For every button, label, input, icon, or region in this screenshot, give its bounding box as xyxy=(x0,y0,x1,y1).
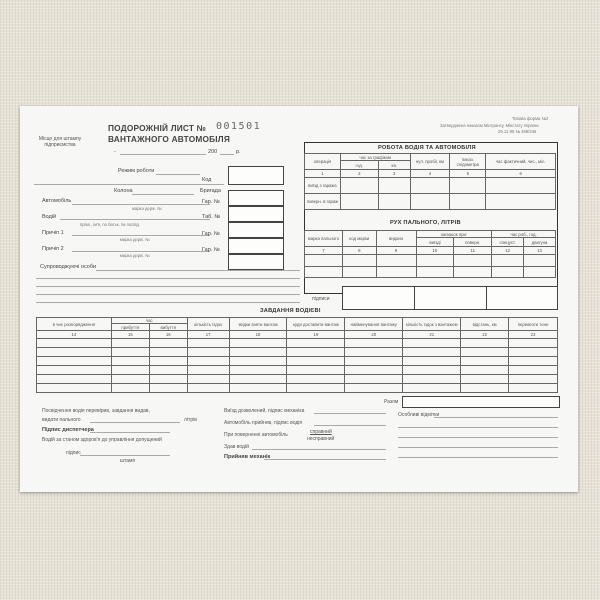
dispatcher-signature-line[interactable] xyxy=(90,432,170,433)
task-cell[interactable] xyxy=(461,357,509,366)
vehicle-garage-box[interactable] xyxy=(228,206,284,222)
col-num: 10 xyxy=(416,247,454,255)
task-cell[interactable] xyxy=(37,339,112,348)
table-cell[interactable] xyxy=(378,194,410,210)
notes-line-2[interactable] xyxy=(398,427,558,428)
medic-signature-line[interactable] xyxy=(80,455,170,456)
col-num: 17 xyxy=(187,331,229,339)
col-num: 12 xyxy=(492,247,524,255)
task-cell[interactable] xyxy=(149,375,187,384)
task-cell[interactable] xyxy=(149,366,187,375)
task-cell[interactable] xyxy=(345,384,403,393)
task-cell[interactable] xyxy=(111,348,149,357)
task-cell[interactable] xyxy=(187,366,229,375)
time-header: час xyxy=(111,318,187,324)
tasks-table xyxy=(36,317,558,393)
task-row xyxy=(37,357,558,366)
notes-line-3[interactable] xyxy=(398,437,558,438)
table-cell[interactable] xyxy=(454,267,492,278)
received-line[interactable] xyxy=(264,459,386,460)
task-cell[interactable] xyxy=(149,339,187,348)
task-row xyxy=(37,339,558,348)
trailer1-garage-box[interactable] xyxy=(228,238,284,254)
col-num: 21 xyxy=(403,331,461,339)
total-label: Разом xyxy=(384,399,399,405)
table-cell[interactable] xyxy=(416,255,454,267)
on-return-label: При поверненні автомобіль xyxy=(224,432,288,438)
trailer2-label: Причіп 2 xyxy=(42,246,64,252)
divider xyxy=(34,184,224,185)
table-cell[interactable] xyxy=(454,255,492,267)
trailer1-label: Причіп 1 xyxy=(42,230,64,236)
table-cell[interactable] xyxy=(486,178,556,194)
task-cell[interactable] xyxy=(187,348,229,357)
trailer1-sublabel: марка держ. № xyxy=(120,237,150,242)
handed-line[interactable] xyxy=(252,449,386,450)
task-row xyxy=(37,348,558,357)
brigade-label: Бригада xyxy=(200,188,221,194)
task-cell[interactable] xyxy=(403,375,461,384)
col-num: 18 xyxy=(229,331,287,339)
vehicle-label: Автомобіль xyxy=(42,198,72,204)
table-cell[interactable] xyxy=(305,267,343,278)
task-cell[interactable] xyxy=(345,366,403,375)
brigade-box[interactable] xyxy=(228,190,284,206)
task-cell[interactable] xyxy=(509,375,558,384)
table-cell[interactable] xyxy=(342,255,376,267)
task-cell[interactable] xyxy=(403,384,461,393)
task-cell[interactable] xyxy=(187,357,229,366)
col-num: 16 xyxy=(149,331,187,339)
work-mode-line[interactable] xyxy=(156,174,200,175)
loaded-trips-header: кількість їздок з вантажем xyxy=(403,318,461,331)
liters-label: літрів xyxy=(184,417,197,423)
schedule-time-header: час за графіком xyxy=(340,154,410,161)
task-cell[interactable] xyxy=(403,348,461,357)
dispatcher-signature-label: Підпис диспетчера xyxy=(42,427,94,433)
task-cell[interactable] xyxy=(287,384,345,393)
table-cell[interactable] xyxy=(450,194,486,210)
actual-time-header: час фактичний, чис., міс. xyxy=(486,154,556,170)
task-cell[interactable] xyxy=(287,366,345,375)
table-cell[interactable] xyxy=(450,178,486,194)
pickup-header: звідки взяти вантаж xyxy=(229,318,287,331)
departure-header: виїзді xyxy=(416,238,454,247)
task-cell[interactable] xyxy=(229,384,287,393)
task-cell[interactable] xyxy=(509,357,558,366)
leaving-header: вибуття xyxy=(149,324,187,331)
task-cell[interactable] xyxy=(187,384,229,393)
task-cell[interactable] xyxy=(345,357,403,366)
driver-label: Водій xyxy=(42,214,57,220)
departure-row-label: виїзд з гаража xyxy=(305,178,341,194)
column-line[interactable] xyxy=(132,194,194,195)
tab-no-box[interactable] xyxy=(228,222,284,238)
faulty-option[interactable]: несправний xyxy=(307,436,335,442)
task-cell[interactable] xyxy=(461,339,509,348)
year-line[interactable] xyxy=(220,154,234,155)
driver-sublabel: прізв., ім'я, по батьк. № посвід. xyxy=(80,222,141,227)
fuel-table xyxy=(304,230,556,278)
table-cell[interactable] xyxy=(410,178,450,194)
task-cell[interactable] xyxy=(111,339,149,348)
garage-no-label-1: Гар. № xyxy=(202,199,220,205)
approved-date-label: 29.12.95 № 488/346 xyxy=(498,129,537,134)
waybill-form xyxy=(20,106,578,492)
exit-allowed-label: Виїзд дозволений, підпис механіка xyxy=(224,408,305,414)
delivery-header: куди доставити вантаж xyxy=(287,318,345,331)
notes-line-4[interactable] xyxy=(398,447,558,448)
task-cell[interactable] xyxy=(403,366,461,375)
table-cell[interactable] xyxy=(378,178,410,194)
brand-code-header: код марки xyxy=(342,231,376,247)
arrival-header: прибуття xyxy=(111,324,149,331)
date-suffix: р. xyxy=(236,149,241,155)
col-num: 14 xyxy=(37,331,112,339)
col-num: 23 xyxy=(509,331,558,339)
task-cell[interactable] xyxy=(287,375,345,384)
task-cell[interactable] xyxy=(111,384,149,393)
operation-header: операція xyxy=(305,154,341,170)
received-by-mechanic-label: Прийняв механік xyxy=(224,454,271,460)
form-title-line1: ПОДОРОЖНІЙ ЛИСТ № xyxy=(108,123,207,133)
return-row-label: поверн. в гараж xyxy=(305,194,341,210)
tonnage-header: перевезти тонн xyxy=(509,318,558,331)
task-cell[interactable] xyxy=(149,348,187,357)
cargo-name-header: найменування вантажу xyxy=(345,318,403,331)
col-num: 8 xyxy=(342,247,376,255)
table-cell[interactable] xyxy=(524,267,556,278)
trailer2-sublabel: марка держ. № xyxy=(120,253,150,258)
special-equip-header: спецуст. xyxy=(492,238,524,247)
task-cell[interactable] xyxy=(461,384,509,393)
escort-line-2[interactable] xyxy=(36,278,300,279)
work-mode-label: Режим роботи xyxy=(118,168,155,174)
task-cell[interactable] xyxy=(149,384,187,393)
speedometer-header: показ. спідометра xyxy=(450,154,486,170)
garage-no-label-3: Гар. № xyxy=(202,247,220,253)
garage-no-label-2: Гар. № xyxy=(202,231,220,237)
task-cell[interactable] xyxy=(287,357,345,366)
task-cell[interactable] xyxy=(287,348,345,357)
license-checked-label: Посвідчення водія перевірив, завдання видав, xyxy=(42,408,150,414)
escort-line-3[interactable] xyxy=(36,286,300,287)
stamp-placeholder-label: Місце для штампу підприємства xyxy=(38,136,82,148)
col-num: 15 xyxy=(111,331,149,339)
driver-signature-line[interactable] xyxy=(314,425,386,426)
table-cell[interactable] xyxy=(376,255,416,267)
fuel-amount-line[interactable] xyxy=(90,422,180,423)
notes-line-5[interactable] xyxy=(398,457,558,458)
trailer1-line[interactable] xyxy=(72,235,210,236)
mechanic-signature-line[interactable] xyxy=(314,413,386,414)
form-type-label: Типова форма №2 xyxy=(512,116,549,121)
table-cell[interactable] xyxy=(524,255,556,267)
table-cell[interactable] xyxy=(342,267,376,278)
task-cell[interactable] xyxy=(345,339,403,348)
vehicle-accepted-label: Автомобіль прийняв, підпис водія xyxy=(224,420,303,426)
remainder-header: залишок при: xyxy=(416,231,492,238)
return-header: поверн. xyxy=(454,238,492,247)
col-num: 5 xyxy=(450,170,486,178)
table-cell[interactable] xyxy=(340,194,378,210)
task-cell[interactable] xyxy=(111,357,149,366)
escort-line-5[interactable] xyxy=(36,302,300,303)
column-label: Колона xyxy=(114,188,133,194)
escort-line-1[interactable] xyxy=(96,270,300,271)
col-num: 6 xyxy=(486,170,556,178)
col-num: 3 xyxy=(378,170,410,178)
approved-by-label: Затверджена наказом Мінтрансу, Мінстату України xyxy=(440,123,539,128)
special-notes-label: Особливі відмітки xyxy=(398,412,440,418)
form-title-line2: ВАНТАЖНОГО АВТОМОБІЛЯ xyxy=(108,134,230,144)
signature-box-1[interactable] xyxy=(342,286,416,310)
fuel-brand-header: марка пального xyxy=(305,231,343,247)
zero-run-header: нул. пробіг, км xyxy=(410,154,450,170)
code-label: Код xyxy=(202,177,212,183)
col-num: 4 xyxy=(410,170,450,178)
tasks-body xyxy=(37,339,558,393)
task-cell[interactable] xyxy=(345,375,403,384)
fuel-movement-title: РУХ ПАЛЬНОГО, ЛІТРІВ xyxy=(390,220,461,226)
task-cell[interactable] xyxy=(149,357,187,366)
task-cell[interactable] xyxy=(37,375,112,384)
escort-line-4[interactable] xyxy=(36,294,300,295)
task-cell[interactable] xyxy=(509,366,558,375)
issued-header: видано xyxy=(376,231,416,247)
serial-number: 001501 xyxy=(216,121,262,132)
table-cell[interactable] xyxy=(416,267,454,278)
task-cell[interactable] xyxy=(509,339,558,348)
code-box[interactable] xyxy=(228,166,284,185)
table-cell[interactable] xyxy=(376,267,416,278)
task-row xyxy=(37,375,558,384)
driver-line[interactable] xyxy=(60,219,210,220)
handed-by-driver-label: Здав водій xyxy=(224,444,249,450)
signatures-label: підписи xyxy=(312,296,330,302)
col-num: 9 xyxy=(376,247,416,255)
tab-no-label: Таб. № xyxy=(202,214,221,220)
task-cell[interactable] xyxy=(461,348,509,357)
task-cell[interactable] xyxy=(287,339,345,348)
task-cell[interactable] xyxy=(229,375,287,384)
task-cell[interactable] xyxy=(461,366,509,375)
table-cell[interactable] xyxy=(492,267,524,278)
notes-line-1[interactable] xyxy=(434,417,558,418)
task-cell[interactable] xyxy=(345,348,403,357)
work-hours-header: час роб., год. xyxy=(492,231,556,238)
vehicle-line[interactable] xyxy=(72,204,210,205)
table-cell[interactable] xyxy=(486,194,556,210)
trailer2-garage-box[interactable] xyxy=(228,254,284,270)
signature-caption: підпис xyxy=(66,450,81,456)
vehicle-sublabel: марка держ. № xyxy=(132,206,162,211)
col-num: 2 xyxy=(340,170,378,178)
col-num: 13 xyxy=(524,247,556,255)
task-cell[interactable] xyxy=(37,366,112,375)
task-cell[interactable] xyxy=(229,348,287,357)
task-row xyxy=(37,366,558,375)
task-cell[interactable] xyxy=(461,375,509,384)
task-cell[interactable] xyxy=(229,357,287,366)
task-row xyxy=(37,384,558,393)
signature-box-2[interactable] xyxy=(414,286,488,310)
task-cell[interactable] xyxy=(187,375,229,384)
total-box[interactable] xyxy=(402,396,560,408)
driver-vehicle-work-title: РОБОТА ВОДІЯ ТА АВТОМОБІЛЯ xyxy=(378,145,476,151)
task-cell[interactable] xyxy=(37,357,112,366)
task-cell[interactable] xyxy=(403,339,461,348)
task-cell[interactable] xyxy=(111,366,149,375)
table-cell[interactable] xyxy=(305,255,343,267)
task-cell[interactable] xyxy=(509,348,558,357)
date-dash: - xyxy=(114,149,116,155)
task-cell[interactable] xyxy=(403,357,461,366)
signature-box-3[interactable] xyxy=(486,286,558,310)
task-cell[interactable] xyxy=(37,348,112,357)
col-num: 22 xyxy=(461,331,509,339)
col-num: 19 xyxy=(287,331,345,339)
escort-label: Супроводжуючі особи xyxy=(40,264,97,270)
task-cell[interactable] xyxy=(229,366,287,375)
col-num: 11 xyxy=(454,247,492,255)
serviceable-option[interactable]: справний xyxy=(310,429,332,435)
task-cell[interactable] xyxy=(187,339,229,348)
minutes-header: хв. xyxy=(378,161,410,170)
task-cell[interactable] xyxy=(509,384,558,393)
work-table xyxy=(304,153,556,210)
engine-header: двигуна xyxy=(524,238,556,247)
distance-header: відстань, км xyxy=(461,318,509,331)
issue-fuel-label: видати пального xyxy=(42,417,81,423)
date-year: 200 xyxy=(208,149,218,155)
task-cell[interactable] xyxy=(229,339,287,348)
task-cell[interactable] xyxy=(37,384,112,393)
trips-header: кількість їздок xyxy=(187,318,229,331)
task-cell[interactable] xyxy=(111,375,149,384)
table-cell[interactable] xyxy=(340,178,378,194)
driver-tasks-title: ЗАВДАННЯ ВОДІЄВІ xyxy=(260,308,321,314)
col-num: 20 xyxy=(345,331,403,339)
table-cell[interactable] xyxy=(410,194,450,210)
table-cell[interactable] xyxy=(492,255,524,267)
col-num: 7 xyxy=(305,247,343,255)
trailer2-line[interactable] xyxy=(72,251,210,252)
col-num: 1 xyxy=(305,170,341,178)
health-admitted-label: Водій за станом здоров'я до управління допущений xyxy=(42,437,162,443)
assignee-header: в чиє розпорядження xyxy=(37,318,112,331)
stamp-caption: штамп xyxy=(120,458,136,464)
hours-header: год. xyxy=(340,161,378,170)
date-line[interactable] xyxy=(120,154,206,155)
